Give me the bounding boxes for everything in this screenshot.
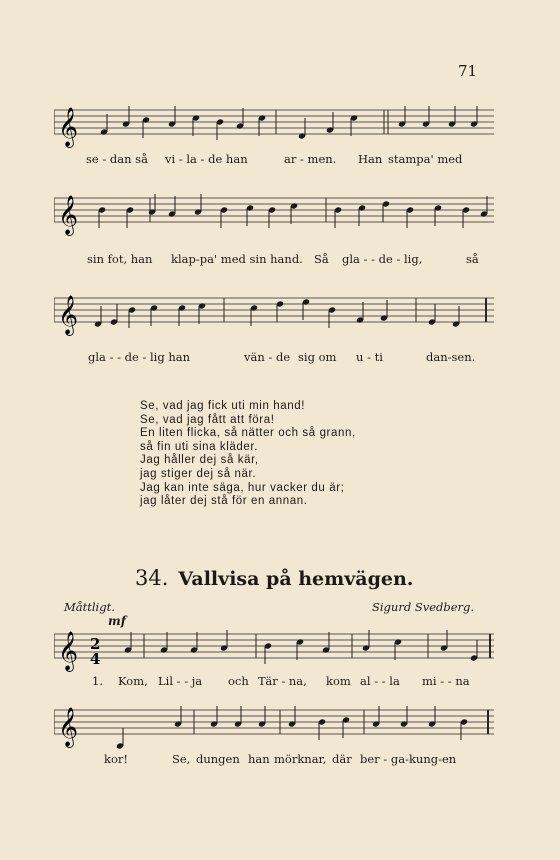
note-head	[258, 114, 266, 136]
note-head	[460, 718, 468, 740]
note-head	[342, 716, 350, 738]
note-head	[382, 200, 390, 222]
note-head	[470, 640, 478, 662]
lyric: dungen	[196, 752, 240, 766]
note-head	[268, 206, 276, 228]
note-head	[462, 206, 470, 228]
lyric: vi - la - de han	[165, 152, 248, 166]
note-head	[236, 108, 244, 130]
composer-name: Sigurd Svedberg.	[372, 600, 475, 614]
note-head	[398, 106, 406, 128]
note-head	[150, 304, 158, 326]
treble-clef: 𝄞	[58, 707, 79, 747]
note-head	[110, 304, 118, 326]
lyric: ar - men.	[284, 152, 337, 166]
note-head	[350, 114, 358, 136]
note-head	[452, 306, 460, 328]
verse-line: jag stiger dej så när.	[140, 467, 257, 480]
lyric: Tär - na,	[258, 674, 307, 688]
note-head	[122, 106, 130, 128]
lyric: Han	[358, 152, 383, 166]
note-head	[168, 196, 176, 218]
lyric: så	[466, 252, 479, 266]
lyric: gla - - de - lig han	[88, 350, 191, 364]
lyric: mi - - na	[422, 674, 470, 688]
note-head	[322, 632, 330, 654]
note-head	[296, 638, 304, 660]
note-head	[406, 206, 414, 228]
note-head	[234, 706, 242, 728]
note-head	[328, 306, 336, 328]
note-head	[448, 106, 456, 128]
treble-clef: 𝄞	[58, 195, 79, 235]
note-head	[258, 706, 266, 728]
lyric: och	[228, 674, 249, 688]
lyric: Lil - - ja	[158, 674, 203, 688]
note-head	[480, 196, 488, 218]
note-head	[220, 206, 228, 228]
lyric: mörknar,	[274, 752, 327, 766]
lyric: han	[248, 752, 270, 766]
note-head	[290, 202, 298, 224]
note-head	[126, 206, 134, 228]
lyric: se - dan så	[86, 152, 148, 166]
note-head	[264, 642, 272, 664]
song-title	[135, 566, 413, 590]
time-signature-top: 2	[90, 635, 101, 653]
note-head	[334, 206, 342, 228]
note-head	[116, 728, 124, 750]
verse-line: Se, vad jag fått att föra!	[140, 413, 275, 426]
note-head	[362, 630, 370, 652]
lyric: klap-pa' med sin hand.	[171, 252, 303, 266]
music-staff-3	[54, 284, 494, 344]
note-head	[100, 114, 108, 136]
lyric: Kom,	[118, 674, 148, 688]
note-head	[98, 206, 106, 228]
note-head	[400, 706, 408, 728]
note-head	[220, 630, 228, 652]
lyric: kor!	[104, 752, 129, 766]
verse-line: Se, vad jag fick uti min hand!	[140, 400, 306, 412]
note-head	[94, 306, 102, 328]
music-staff-2	[54, 184, 494, 244]
verse-line: jag låter dej stå för en annan.	[140, 495, 308, 508]
note-head	[288, 706, 296, 728]
note-head	[298, 118, 306, 140]
note-head	[246, 204, 254, 226]
lyric: sin fot, han	[87, 252, 153, 266]
note-head	[356, 302, 364, 324]
note-head	[428, 304, 436, 326]
music-staff-4	[54, 620, 494, 680]
note-head	[128, 306, 136, 328]
lyric: al - - la	[360, 674, 400, 688]
verse-text	[140, 400, 356, 509]
note-head	[190, 632, 198, 654]
lyric: där	[332, 752, 352, 766]
note-head	[434, 204, 442, 226]
lyric: ber - ga-kung-en	[360, 752, 457, 766]
note-head	[210, 706, 218, 728]
lyric: vän - de	[244, 350, 291, 364]
lyric: u - ti	[356, 350, 383, 364]
verse-line: En liten flicka, så nätter och så grann,	[140, 427, 356, 440]
music-staff-1	[54, 96, 494, 156]
lyric: Se,	[172, 752, 191, 766]
music-staff-5	[54, 696, 494, 756]
note-head	[380, 300, 388, 322]
lyric: 1.	[92, 674, 103, 688]
dynamic-marking: mf	[108, 614, 126, 628]
note-head	[160, 632, 168, 654]
note-head	[302, 298, 310, 320]
treble-clef: 𝄞	[58, 295, 79, 335]
song-title-text: Vallvisa på hemvägen.	[178, 568, 414, 590]
verse-line: Jag kan inte säga, hur vacker du är;	[140, 481, 345, 494]
lyric: kom	[326, 674, 351, 688]
note-head	[142, 116, 150, 138]
note-head	[194, 194, 202, 216]
lyric: Så	[314, 252, 329, 266]
page-number: 71	[458, 62, 478, 80]
verse-line: så fin uti sina kläder.	[140, 440, 258, 453]
lyric: gla - - de - lig,	[342, 252, 423, 266]
note-head	[168, 106, 176, 128]
song-number: 34.	[135, 566, 169, 590]
lyric: dan-sen.	[426, 350, 476, 364]
treble-clef: 𝄞	[58, 107, 79, 147]
note-head	[318, 718, 326, 740]
treble-clef: 𝄞	[58, 631, 79, 671]
note-head	[276, 300, 284, 322]
note-head	[394, 638, 402, 660]
note-head	[250, 304, 258, 326]
note-head	[174, 706, 182, 728]
note-head	[440, 630, 448, 652]
note-head	[192, 114, 200, 136]
note-head	[326, 112, 334, 134]
verse-line: Jag håller dej så kär,	[140, 454, 259, 467]
time-signature-bottom: 4	[90, 650, 101, 668]
note-head	[470, 106, 478, 128]
lyric: sig om	[298, 350, 337, 364]
lyric: stampa' med	[388, 152, 463, 166]
note-head	[372, 706, 380, 728]
note-head	[422, 106, 430, 128]
note-head	[198, 302, 206, 324]
note-head	[358, 204, 366, 226]
note-head	[216, 118, 224, 140]
note-head	[428, 706, 436, 728]
note-head	[178, 304, 186, 326]
note-head	[148, 194, 156, 216]
tempo-marking: Måttligt.	[64, 600, 115, 614]
note-head	[124, 632, 132, 654]
